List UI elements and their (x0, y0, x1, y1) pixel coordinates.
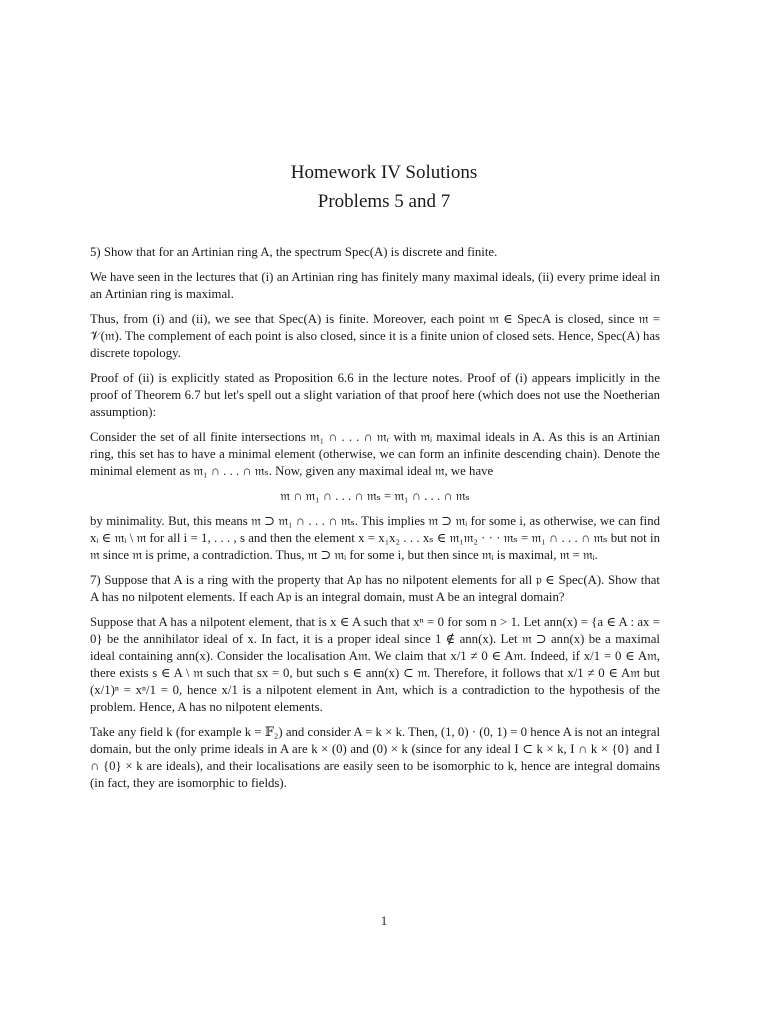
problem-7-statement: 7) Suppose that A is a ring with the property that A𝔭 has no nilpotent elements for all 𝔭 ∈ Spec(A). Show that A has no nilpotent elements. If each A𝔭 is an integral domain, must A be an integral domain? (90, 573, 660, 604)
page-number: 1 (380, 914, 388, 928)
title-line-2: Problems 5 and 7 (317, 191, 451, 212)
document-title (0, 158, 768, 216)
paragraph: Take any field k (for example k = 𝔽₂) and consider A = k × k. Then, (1, 0) · (0, 1) = 0 hence A is not an integral domain, but the only prime ideals in A are k × (0) and (0) × k (since for any ideal I ⊂ k × k, I ∩ k × {0} and I ∩ {0} × k are ideals), and their localisations are easily seen to be isomorphic to k, hence are integral domains (in fact, they are isomorphic to fields). (90, 725, 660, 790)
paragraph: Suppose that A has a nilpotent element, that is x ∈ A such that xⁿ = 0 for som n > 1. Let ann(x) = {a ∈ A : ax = 0} be the annihilator ideal of x. In fact, it is a proper ideal since 1 ∉ ann(x). Let 𝔪 ⊃ ann(x) be a maximal ideal containing ann(x). Consider the localisation A𝔪. We claim that x/1 ≠ 0 ∈ A𝔪. Indeed, if x/1 = 0 ∈ A𝔪, there exists s ∈ A \ 𝔪 such that sx = 0, but such s ∈ ann(x) ⊂ 𝔪. Therefore, it follows that x/1 ≠ 0 ∈ A𝔪 but (x/1)ⁿ = xⁿ/1 = 0, hence x/1 is a nilpotent element in A𝔪, which is a contradiction to the hypothesis of the problem. Hence, A has no nilpotent elements. (90, 615, 660, 714)
title-line-1: Homework IV Solutions (290, 162, 478, 183)
paragraph: by minimality. But, this means 𝔪 ⊃ 𝔪₁ ∩ . . . ∩ 𝔪ₛ. This implies 𝔪 ⊃ 𝔪ᵢ for some i, as otherwise, we can find xᵢ ∈ 𝔪ᵢ \ 𝔪 for all i = 1, . . . , s and then the element x = x₁x₂ . . . xₛ ∈ 𝔪₁𝔪₂ · · · 𝔪ₛ = 𝔪₁ ∩ . . . ∩ 𝔪ₛ but not in 𝔪 since 𝔪 is prime, a contradiction. Thus, 𝔪 ⊃ 𝔪ᵢ for some i, but then since 𝔪ᵢ is maximal, 𝔪 = 𝔪ᵢ. (90, 514, 660, 562)
document-body (90, 244, 660, 800)
paragraph: Thus, from (i) and (ii), we see that Spec(A) is finite. Moreover, each point 𝔪 ∈ SpecA is closed, since 𝔪 = 𝒱(𝔪). The complement of each point is also closed, since it is a finite union of closed sets. Hence, Spec(A) has discrete topology. (90, 312, 660, 360)
paragraph: Proof of (ii) is explicitly stated as Proposition 6.6 in the lecture notes. Proof of (i) appears implicitly in the proof of Theorem 6.7 but let's spell out a slight variation of that proof here (which does not use the Noetherian assumption): (90, 371, 660, 419)
display-equation: 𝔪 ∩ 𝔪₁ ∩ . . . ∩ 𝔪ₛ = 𝔪₁ ∩ . . . ∩ 𝔪ₛ (280, 489, 470, 503)
paragraph: Consider the set of all finite intersections 𝔪₁ ∩ . . . ∩ 𝔪ᵣ with 𝔪ᵢ maximal ideals in A. As this is an Artinian ring, this set has to have a minimal element (otherwise, we can form an infinite descending chain). Denote the minimal element as 𝔪₁ ∩ . . . ∩ 𝔪ₛ. Now, given any maximal ideal 𝔪, we have (90, 430, 660, 478)
paragraph: We have seen in the lectures that (i) an Artinian ring has finitely many maximal ideals, (ii) every prime ideal in an Artinian ring is maximal. (90, 270, 660, 301)
problem-5-statement: 5) Show that for an Artinian ring A, the spectrum Spec(A) is discrete and finite. (90, 245, 498, 259)
